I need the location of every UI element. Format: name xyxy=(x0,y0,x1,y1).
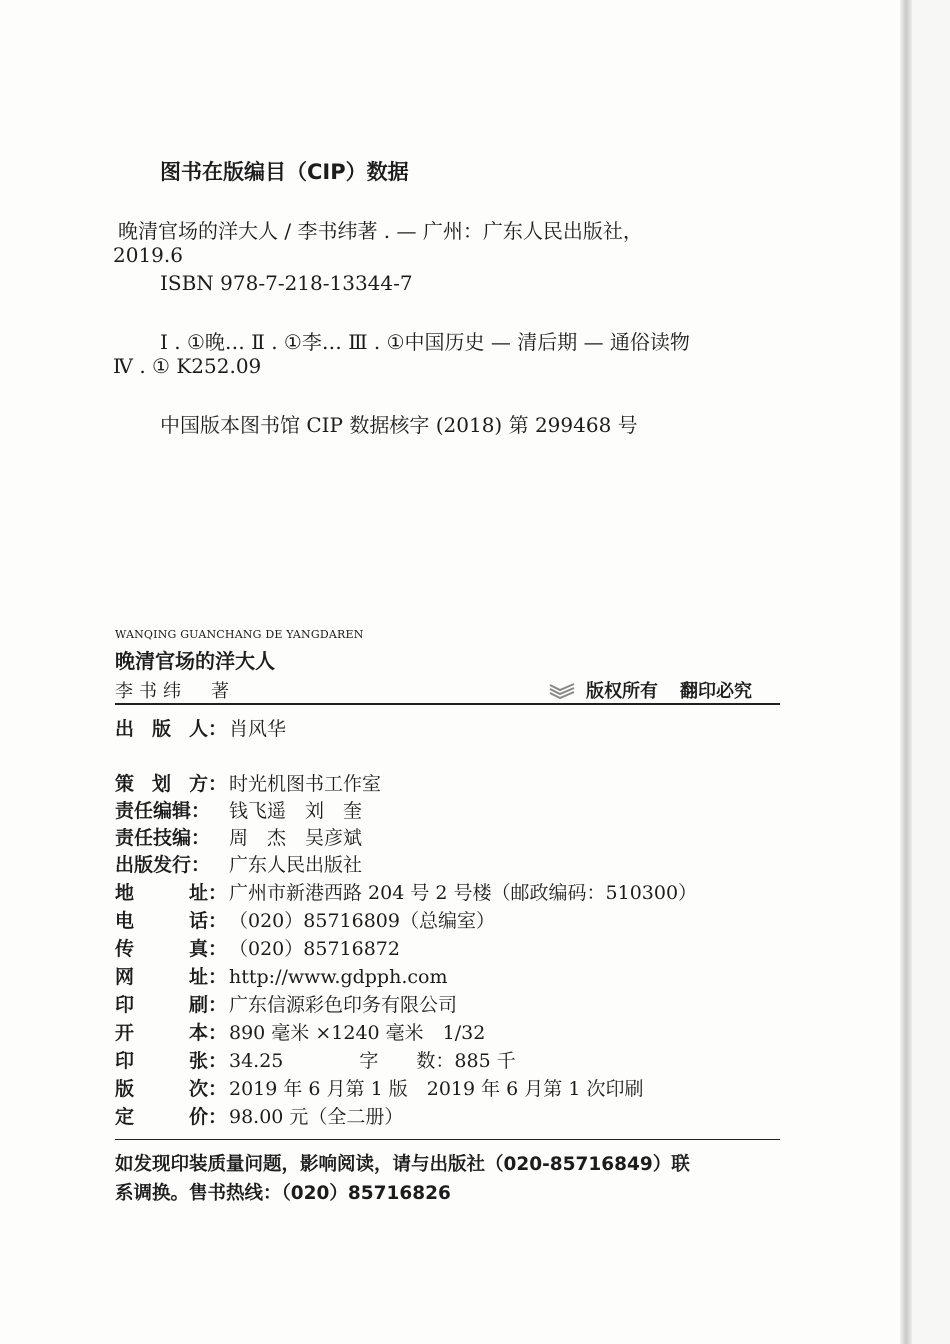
info-label: 出 版 人： xyxy=(115,718,227,740)
info-value: http://www.gdpph.com xyxy=(229,966,448,988)
divider-top xyxy=(115,703,780,705)
rights-notice xyxy=(548,677,752,703)
info-label: 策 划 方： xyxy=(115,773,227,795)
cip-record-number: 中国版本图书馆 CIP 数据核字 (2018) 第 299468 号 xyxy=(160,413,638,437)
author-line: 李书纬 著 xyxy=(115,681,235,702)
info-value: 890 毫米 ×1240 毫米 1/32 xyxy=(229,1022,486,1044)
info-row-planner xyxy=(115,771,381,798)
quality-notice-line1: 如发现印装质量问题，影响阅读，请与出版社（020-85716849）联 xyxy=(115,1154,690,1175)
book-stack-icon xyxy=(548,681,576,699)
no-reprint: 翻印必究 xyxy=(680,681,752,702)
rights-reserved: 版权所有 xyxy=(586,681,658,702)
info-label: 责任技编： xyxy=(115,827,211,849)
info-value: 肖风华 xyxy=(229,718,287,740)
cip-entry-line1: 晚清官场的洋大人 / 李书纬著 . — 广州：广东人民出版社， xyxy=(118,219,643,243)
cip-entry-line2: 2019.6 xyxy=(113,243,183,267)
info-label: 开 本： xyxy=(115,1022,227,1044)
divider-bottom xyxy=(115,1139,780,1140)
page-edge xyxy=(912,0,950,1344)
info-row-distributor xyxy=(115,852,362,879)
info-row-editor xyxy=(115,798,362,825)
info-row-address xyxy=(115,880,697,907)
info-value: 98.00 元（全二册） xyxy=(229,1106,404,1128)
info-label: 印 刷： xyxy=(115,994,227,1016)
info-value: （020）85716809（总编室） xyxy=(229,910,495,932)
info-value: 34.25 字 数：885 千 xyxy=(229,1050,516,1072)
info-label: 网 址： xyxy=(115,966,227,988)
info-label: 传 真： xyxy=(115,938,227,960)
info-value: 广州市新港西路 204 号 2 号楼（邮政编码：510300） xyxy=(229,882,698,904)
cip-classification-line1: Ⅰ . ①晚… Ⅱ . ①李… Ⅲ . ①中国历史 — 清后期 — 通俗读物 xyxy=(160,330,690,354)
info-label: 定 价： xyxy=(115,1106,227,1128)
info-value: 周 杰 吴彦斌 xyxy=(229,827,363,849)
info-row-edition xyxy=(115,1076,643,1103)
info-value: 2019 年 6 月第 1 版 2019 年 6 月第 1 次印刷 xyxy=(229,1078,644,1100)
info-row-fax xyxy=(115,936,400,963)
info-label: 责任编辑： xyxy=(115,800,211,822)
info-row-publisher xyxy=(115,716,286,743)
quality-notice-line2: 系调换。售书热线：（020）85716826 xyxy=(115,1183,451,1204)
cip-title: 图书在版编目（CIP）数据 xyxy=(160,160,409,184)
info-value: 广东人民出版社 xyxy=(229,854,363,876)
info-row-sheets xyxy=(115,1048,516,1075)
info-row-price xyxy=(115,1104,403,1131)
info-label: 出版发行： xyxy=(115,854,211,876)
info-row-website xyxy=(115,964,447,991)
info-row-format xyxy=(115,1020,485,1047)
info-value: （020）85716872 xyxy=(229,938,400,960)
cip-classification-line2: Ⅳ . ① K252.09 xyxy=(113,354,262,378)
info-label: 地 址： xyxy=(115,882,227,904)
book-title: 晚清官场的洋大人 xyxy=(115,649,275,673)
info-value: 广东信源彩色印务有限公司 xyxy=(229,994,458,1016)
info-value: 钱飞遥 刘 奎 xyxy=(229,800,363,822)
info-row-tech-editor xyxy=(115,825,362,852)
info-label: 印 张： xyxy=(115,1050,227,1072)
info-row-printer xyxy=(115,992,457,1019)
pinyin-title: WANQING GUANCHANG DE YANGDAREN xyxy=(115,628,364,641)
cip-isbn: ISBN 978-7-218-13344-7 xyxy=(160,271,413,295)
info-row-phone xyxy=(115,908,495,935)
info-label: 电 话： xyxy=(115,910,227,932)
info-value: 时光机图书工作室 xyxy=(229,773,382,795)
info-label: 版 次： xyxy=(115,1078,227,1100)
book-spine-shadow xyxy=(900,0,912,1344)
